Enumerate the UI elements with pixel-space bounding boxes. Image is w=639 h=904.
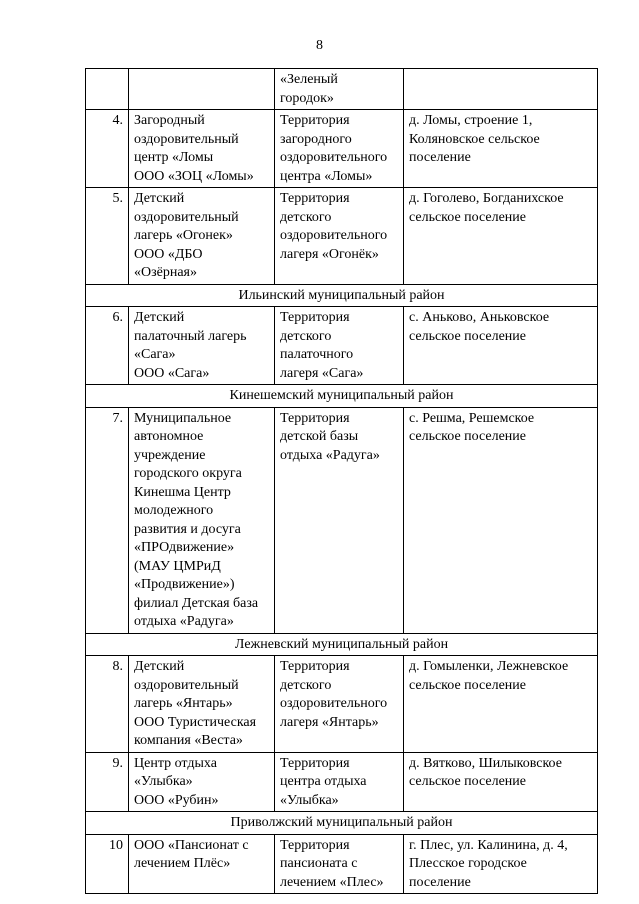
- row-number: [86, 69, 129, 110]
- organization-name: Детский палаточный лагерь «Сага» ООО «Сага»: [129, 307, 275, 385]
- territory-name: Территория детского палаточного лагеря «Сага»: [275, 307, 404, 385]
- territory-name: Территория детской базы отдыха «Радуга»: [275, 407, 404, 633]
- row-number: 7.: [86, 407, 129, 633]
- table-row: [86, 656, 598, 753]
- district-header-row: [86, 812, 598, 835]
- territory-name: Территория детского оздоровительного лагеря «Огонёк»: [275, 188, 404, 285]
- district-name: Кинешемский муниципальный район: [86, 385, 598, 408]
- table-body: [86, 69, 598, 894]
- table-row: [86, 69, 598, 110]
- district-name: Приволжский муниципальный район: [86, 812, 598, 835]
- organization-name: Детский оздоровительный лагерь «Янтарь» ООО Туристическая компания «Веста»: [129, 656, 275, 753]
- territory-name: Территория загородного оздоровительного центра «Ломы»: [275, 110, 404, 188]
- table-row: [86, 110, 598, 188]
- table-row: [86, 834, 598, 894]
- address: д. Гоголево, Богданихское сельское поселение: [404, 188, 598, 285]
- organization-name: [129, 69, 275, 110]
- address: д. Вятково, Шилыковское сельское поселение: [404, 752, 598, 812]
- row-number: 8.: [86, 656, 129, 753]
- district-header-row: [86, 284, 598, 307]
- address: д. Гомыленки, Лежневское сельское поселение: [404, 656, 598, 753]
- table-row: [86, 752, 598, 812]
- territory-name: Территория пансионата с лечением «Плес»: [275, 834, 404, 894]
- organization-name: Муниципальное автономное учреждение городского округа Кинешма Центр молодежного развития и досуга «ПРОдвижение» (МАУ ЦМРиД «Продвижение») филиал Детская база отдыха «Радуга»: [129, 407, 275, 633]
- address: [404, 69, 598, 110]
- page-number: 8: [316, 38, 323, 53]
- district-header-row: [86, 633, 598, 656]
- organization-name: ООО «Пансионат с лечением Плёс»: [129, 834, 275, 894]
- territory-name: Территория центра отдыха «Улыбка»: [275, 752, 404, 812]
- address: с. Аньково, Аньковское сельское поселение: [404, 307, 598, 385]
- organization-name: Загородный оздоровительный центр «Ломы ООО «ЗОЦ «Ломы»: [129, 110, 275, 188]
- table-row: [86, 307, 598, 385]
- row-number: 5.: [86, 188, 129, 285]
- facilities-table: [85, 68, 598, 894]
- organization-name: Центр отдыха «Улыбка» ООО «Рубин»: [129, 752, 275, 812]
- district-name: Ильинский муниципальный район: [86, 284, 598, 307]
- address: с. Решма, Решемское сельское поселение: [404, 407, 598, 633]
- table-row: [86, 407, 598, 633]
- district-header-row: [86, 385, 598, 408]
- territory-name: «Зеленый городок»: [275, 69, 404, 110]
- row-number: 9.: [86, 752, 129, 812]
- organization-name: Детский оздоровительный лагерь «Огонек» ООО «ДБО «Озёрная»: [129, 188, 275, 285]
- address: д. Ломы, строение 1, Коляновское сельское поселение: [404, 110, 598, 188]
- district-name: Лежневский муниципальный район: [86, 633, 598, 656]
- row-number: 6.: [86, 307, 129, 385]
- row-number: 4.: [86, 110, 129, 188]
- row-number: 10: [86, 834, 129, 894]
- address: г. Плес, ул. Калинина, д. 4, Плесское городское поселение: [404, 834, 598, 894]
- table-row: [86, 188, 598, 285]
- territory-name: Территория детского оздоровительного лагеря «Янтарь»: [275, 656, 404, 753]
